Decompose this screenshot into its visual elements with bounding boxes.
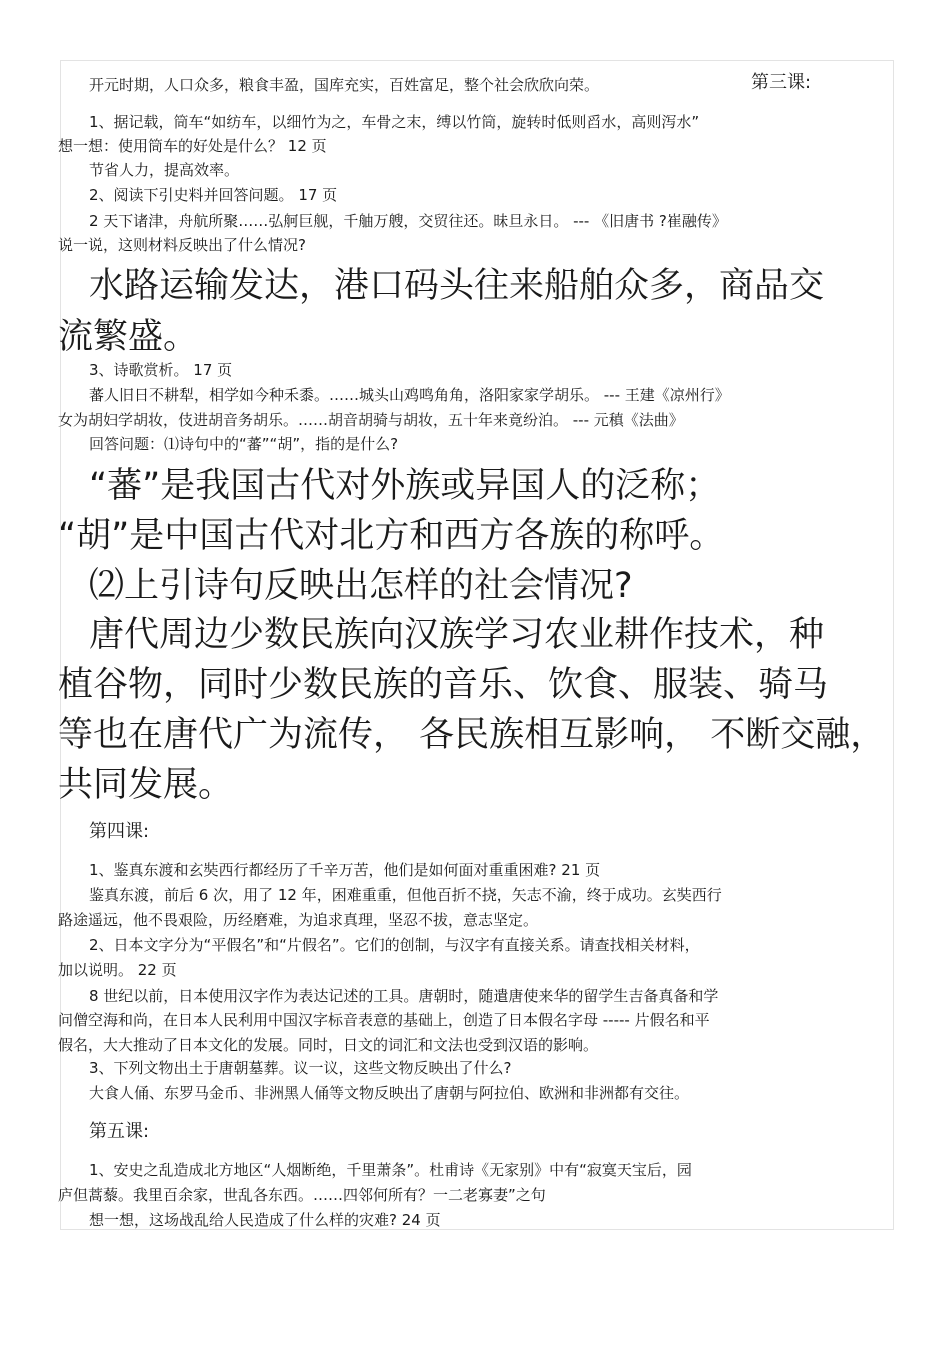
text-line-14: 路途遥远，他不畏艰险，历经磨难，为追求真理，坚忍不拔，意志坚定。 <box>58 911 539 929</box>
text-line-16: 加以说明。 22 页 <box>58 961 177 979</box>
lesson5-heading: 第五课: <box>89 1121 150 1142</box>
lesson3-heading: 第三课: <box>751 72 812 93</box>
text-line-2: 1、据记载，筒车“如纺车，以细竹为之，车骨之末，缚以竹筒，旋转时低则舀水，高则泻水” <box>89 113 700 131</box>
text-line-17: 8 世纪以前，日本使用汉字作为表达记述的工具。唐朝时，随遣唐使来华的留学生吉备真备和学 <box>89 987 719 1005</box>
text-line-21: 大食人俑、东罗马金币、非洲黑人俑等文物反映出了唐朝与阿拉伯、欧洲和非洲都有交往。 <box>89 1084 690 1102</box>
answer-big-5: 唐代周边少数民族向汉族学习农业耕作技术，种 <box>89 615 825 655</box>
text-line-7: 说一说，这则材料反映出了什么情况? <box>58 236 306 254</box>
text-line-13: 鉴真东渡，前后 6 次，用了 12 年，困难重重，但他百折不挠，矢志不渝，终于成功。玄奘西行 <box>89 886 722 904</box>
answer-big-7: 等也在唐代广为流传， 各民族相互影响， 不断交融， <box>58 715 886 755</box>
text-line-23: 庐但蒿藜。我里百余家，世乱各东西。……四邻何所有？一二老寡妻”之句 <box>58 1186 546 1204</box>
answer-big-2: 流繁盛。 <box>58 317 199 357</box>
text-line-20: 3、下列文物出土于唐朝墓葬。议一议，这些文物反映出了什么? <box>89 1059 512 1077</box>
text-line-24: 想一想，这场战乱给人民造成了什么样的灾难? 24 页 <box>89 1211 441 1229</box>
answer-big-3: “蕃”是我国古代对外族或异国人的泛称； <box>89 466 721 506</box>
text-line-6: 2 天下诸津，舟航所聚……弘舸巨舰，千舳万艘，交贸往还。昧旦永日。 --- 《旧唐书 ?崔融传》 <box>89 212 727 230</box>
text-line-3: 想一想：使用筒车的好处是什么？ 12 页 <box>58 137 327 155</box>
text-line-8: 3、诗歌赏析。 17 页 <box>89 361 233 379</box>
answer-big-4: “胡”是中国古代对北方和西方各族的称呼。 <box>58 516 725 556</box>
text-line-9: 蕃人旧日不耕犁，相学如今种禾黍。……城头山鸡鸣角角，洛阳家家学胡乐。 --- 王建《凉州行》 <box>89 386 730 404</box>
text-line-19: 假名，大大推动了日本文化的发展。同时，日文的词汇和文法也受到汉语的影响。 <box>58 1036 599 1054</box>
text-line-12: 1、鉴真东渡和玄奘西行都经历了千辛万苦，他们是如何面对重重困难? 21 页 <box>89 861 601 879</box>
answer-big-1: 水路运输发达，港口码头往来船舶众多，商品交 <box>89 266 825 306</box>
question-big-1: ⑵上引诗句反映出怎样的社会情况? <box>89 566 633 606</box>
text-line-11: 回答问题：⑴诗句中的“蕃”“胡”，指的是什么? <box>89 435 399 453</box>
lesson4-heading: 第四课: <box>89 821 150 842</box>
text-line-22: 1、安史之乱造成北方地区“人烟断绝，千里萧条”。杜甫诗《无家别》中有“寂寞天宝后，园 <box>89 1161 692 1179</box>
text-line-5: 2、阅读下引史料并回答问题。 17 页 <box>89 186 338 204</box>
text-line-4: 节省人力，提高效率。 <box>89 161 240 179</box>
text-line-15: 2、日本文字分为“平假名”和“片假名”。它们的创制，与汉字有直接关系。请查找相关材料， <box>89 936 700 954</box>
text-line-1: 开元时期，人口众多，粮食丰盈，国库充实，百姓富足，整个社会欣欣向荣。 <box>89 76 600 94</box>
answer-big-8: 共同发展。 <box>58 765 234 805</box>
answer-big-6: 植谷物，同时少数民族的音乐、饮食、服装、骑马 <box>58 665 829 705</box>
text-line-10: 女为胡妇学胡妆，伎进胡音务胡乐。……胡音胡骑与胡妆，五十年来竟纷泊。 --- 元稹《法曲》 <box>58 411 684 429</box>
text-line-18: 问僧空海和尚，在日本人民利用中国汉字标音表意的基础上，创造了日本假名字母 ----- 片假名和平 <box>58 1011 710 1029</box>
